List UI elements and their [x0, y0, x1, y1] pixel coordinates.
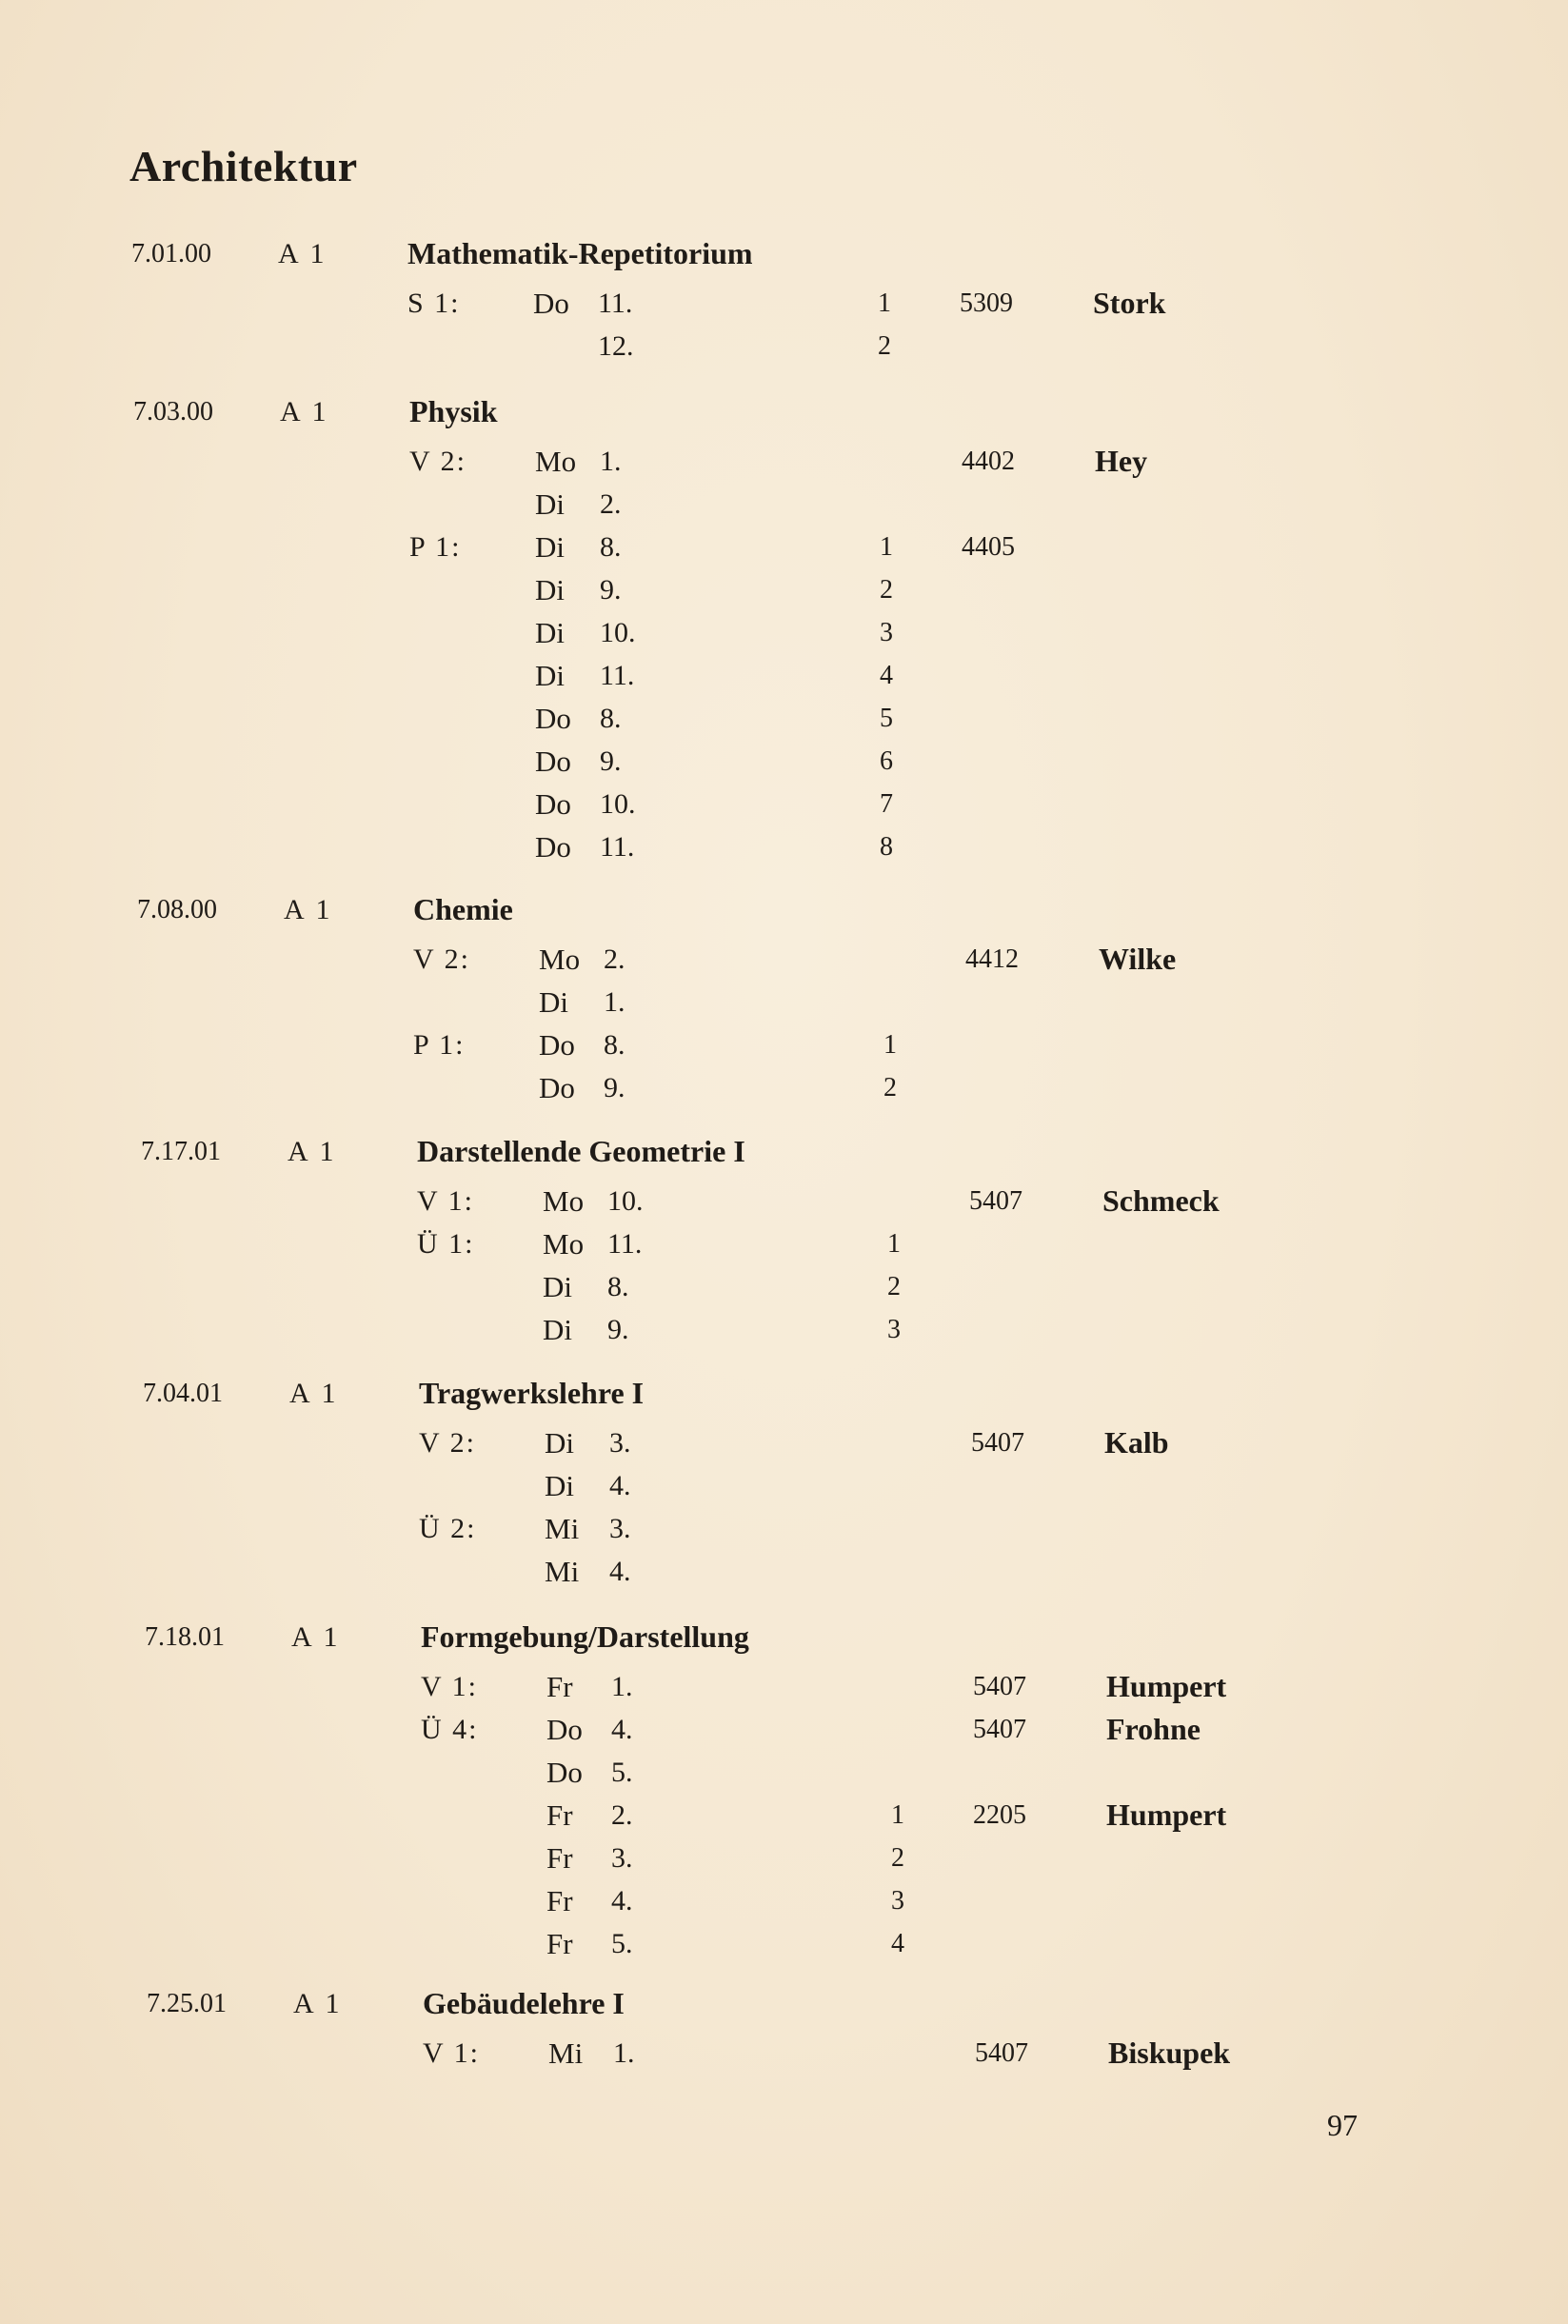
schedule-row: [2, 611, 1568, 654]
session-day: Di: [535, 487, 565, 521]
session-hour: 1.: [611, 1671, 633, 1702]
course-header-row: [6, 888, 1568, 938]
course-code: 7.01.00: [131, 239, 211, 268]
session-hour: 9.: [607, 1314, 629, 1345]
course-code: 7.17.01: [141, 1137, 221, 1166]
session-day: Mi: [545, 1555, 580, 1588]
schedule-row: [2, 526, 1568, 568]
course-semester: A 1: [291, 1621, 341, 1653]
course-title: Mathematik-Repetitorium: [407, 236, 753, 270]
schedule-row: [11, 1464, 1568, 1507]
session-day: Di: [543, 1270, 572, 1303]
session-hour: 3.: [609, 1427, 631, 1459]
session-lecturer: Wilke: [1099, 942, 1177, 976]
session-day: Mo: [535, 445, 577, 478]
session-group: 2: [880, 575, 893, 605]
schedule-row: [0, 325, 1568, 367]
course-header-row: [0, 232, 1568, 282]
session-group: 1: [880, 532, 893, 562]
session-lecturer: Hey: [1095, 444, 1148, 478]
session-type: V 2:: [413, 944, 470, 975]
session-lecturer: Frohne: [1106, 1712, 1201, 1746]
course-block: [2, 390, 1568, 868]
session-type: V 2:: [409, 446, 466, 477]
session-hour: 4.: [611, 1714, 633, 1745]
session-hour: 3.: [609, 1513, 631, 1544]
course-semester: A 1: [293, 1988, 343, 2019]
session-group: 1: [883, 1030, 897, 1060]
course-semester: A 1: [278, 238, 327, 269]
session-hour: 11.: [600, 831, 635, 863]
session-group: 2: [878, 331, 891, 361]
session-lecturer: Schmeck: [1102, 1183, 1220, 1218]
session-room: 4405: [962, 532, 1015, 562]
session-hour: 9.: [604, 1072, 625, 1103]
course-title: Tragwerkslehre I: [419, 1376, 645, 1410]
session-room: 5309: [960, 288, 1013, 318]
session-type: P 1:: [409, 531, 462, 563]
session-group: 8: [880, 832, 893, 862]
session-group: 4: [880, 661, 893, 690]
session-hour: 11.: [607, 1228, 643, 1260]
session-day: Do: [535, 702, 571, 735]
schedule-row: [2, 825, 1568, 868]
schedule-row: [2, 483, 1568, 526]
session-group: 5: [880, 704, 893, 733]
session-group: 2: [883, 1073, 897, 1102]
session-day: Do: [539, 1071, 575, 1104]
course-block: [15, 1982, 1568, 2075]
course-semester: A 1: [289, 1378, 339, 1409]
session-hour: 10.: [607, 1185, 644, 1217]
session-hour: 5.: [611, 1757, 633, 1788]
course-title: Formgebung/Darstellung: [421, 1619, 749, 1654]
schedule-row: [6, 981, 1568, 1023]
course-semester: A 1: [284, 894, 333, 925]
session-day: Fr: [546, 1798, 573, 1832]
session-hour: 10.: [600, 788, 636, 820]
session-day: Mi: [545, 1512, 580, 1545]
session-lecturer: Humpert: [1106, 1798, 1227, 1832]
session-hour: 5.: [611, 1928, 633, 1959]
schedule-row: [15, 2032, 1568, 2075]
session-hour: 2.: [600, 488, 622, 520]
course-code: 7.08.00: [137, 895, 217, 924]
session-room: 5407: [973, 1715, 1026, 1744]
session-day: Do: [546, 1713, 583, 1746]
session-lecturer: Humpert: [1106, 1669, 1227, 1703]
session-day: Mo: [543, 1227, 585, 1261]
session-room: 2205: [973, 1800, 1026, 1830]
session-hour: 1.: [600, 446, 622, 477]
session-hour: 3.: [611, 1842, 633, 1874]
session-hour: 11.: [600, 660, 635, 691]
session-group: 1: [891, 1800, 904, 1830]
session-group: 3: [891, 1886, 904, 1916]
session-group: 6: [880, 746, 893, 776]
schedule-row: [13, 1922, 1568, 1965]
schedule-row: [11, 1507, 1568, 1550]
schedule-row: [10, 1265, 1568, 1308]
session-day: Fr: [546, 1927, 573, 1960]
session-type: S 1:: [407, 288, 461, 319]
schedule-row: [11, 1421, 1568, 1464]
session-group: 1: [878, 288, 891, 318]
page-number: 97: [1327, 2108, 1358, 2142]
session-day: Do: [535, 830, 571, 864]
session-lecturer: Kalb: [1104, 1425, 1169, 1460]
schedule-row: [2, 654, 1568, 697]
course-title: Physik: [409, 394, 498, 428]
course-block: [13, 1616, 1568, 1965]
session-room: 5407: [969, 1186, 1022, 1216]
schedule-row: [2, 697, 1568, 740]
course-title: Darstellende Geometrie I: [417, 1134, 745, 1168]
session-day: Di: [539, 985, 568, 1019]
session-room: 4412: [965, 944, 1019, 974]
session-hour: 12.: [598, 330, 634, 362]
schedule-row: [6, 1066, 1568, 1109]
course-block: [11, 1372, 1568, 1593]
section-heading: Architektur: [129, 142, 358, 190]
session-day: Do: [535, 745, 571, 778]
session-group: 7: [880, 789, 893, 819]
course-header-row: [2, 390, 1568, 440]
session-type: Ü 1:: [417, 1228, 475, 1260]
schedule-row: [0, 282, 1568, 325]
session-day: Do: [539, 1028, 575, 1062]
course-header-row: [15, 1982, 1568, 2032]
session-type: V 1:: [421, 1671, 478, 1702]
course-header-row: [11, 1372, 1568, 1421]
session-hour: 9.: [600, 574, 622, 606]
session-type: V 1:: [423, 2037, 480, 2069]
course-code: 7.18.01: [145, 1622, 225, 1652]
course-code: 7.25.01: [147, 1989, 227, 2018]
session-day: Di: [535, 616, 565, 649]
session-hour: 4.: [609, 1556, 631, 1587]
session-type: P 1:: [413, 1029, 466, 1061]
schedule-row: [6, 938, 1568, 981]
schedule-row: [2, 440, 1568, 483]
session-group: 1: [887, 1229, 901, 1259]
session-day: Do: [546, 1756, 583, 1789]
session-lecturer: Biskupek: [1108, 2036, 1231, 2070]
session-group: 4: [891, 1929, 904, 1958]
course-header-row: [13, 1616, 1568, 1665]
session-hour: 8.: [600, 531, 622, 563]
course-title: Chemie: [413, 892, 513, 926]
course-semester: A 1: [288, 1136, 337, 1167]
session-type: Ü 4:: [421, 1714, 479, 1745]
session-hour: 8.: [600, 703, 622, 734]
session-day: Di: [535, 573, 565, 606]
session-hour: 2.: [611, 1799, 633, 1831]
schedule-row: [10, 1222, 1568, 1265]
session-hour: 8.: [607, 1271, 629, 1302]
session-room: 5407: [975, 2038, 1028, 2068]
session-room: 5407: [971, 1428, 1024, 1458]
session-group: 2: [887, 1272, 901, 1301]
course-block: [0, 232, 1568, 367]
session-hour: 8.: [604, 1029, 625, 1061]
session-hour: 9.: [600, 745, 622, 777]
session-group: 2: [891, 1843, 904, 1873]
course-semester: A 1: [280, 396, 329, 427]
session-hour: 4.: [609, 1470, 631, 1501]
course-block: [6, 888, 1568, 1109]
session-room: 5407: [973, 1672, 1026, 1701]
schedule-row: [6, 1023, 1568, 1066]
schedule-row: [11, 1550, 1568, 1593]
session-group: 3: [880, 618, 893, 647]
session-hour: 11.: [598, 288, 633, 319]
session-hour: 1.: [604, 986, 625, 1018]
session-type: V 2:: [419, 1427, 476, 1459]
session-group: 3: [887, 1315, 901, 1344]
session-day: Mo: [539, 943, 581, 976]
schedule-row: [2, 740, 1568, 783]
session-lecturer: Stork: [1093, 286, 1166, 320]
session-day: Fr: [546, 1841, 573, 1875]
schedule-row: [10, 1180, 1568, 1222]
course-code: 7.04.01: [143, 1379, 223, 1408]
session-day: Di: [535, 530, 565, 564]
session-hour: 4.: [611, 1885, 633, 1917]
schedule-row: [13, 1665, 1568, 1708]
session-day: Di: [545, 1426, 574, 1460]
schedule-row: [13, 1751, 1568, 1794]
schedule-row: [10, 1308, 1568, 1351]
session-day: Do: [535, 787, 571, 821]
session-day: Di: [545, 1469, 574, 1502]
session-day: Di: [535, 659, 565, 692]
schedule-row: [13, 1879, 1568, 1922]
schedule-row: [2, 568, 1568, 611]
course-code: 7.03.00: [133, 397, 213, 427]
session-hour: 1.: [613, 2037, 635, 2069]
schedule-row: [2, 783, 1568, 825]
course-header-row: [10, 1130, 1568, 1180]
session-day: Mo: [543, 1184, 585, 1218]
session-room: 4402: [962, 447, 1015, 476]
schedule-row: [13, 1708, 1568, 1751]
course-title: Gebäudelehre I: [423, 1986, 625, 2020]
session-type: Ü 2:: [419, 1513, 477, 1544]
schedule-row: [13, 1794, 1568, 1837]
session-hour: 10.: [600, 617, 636, 648]
schedule-row: [13, 1837, 1568, 1879]
session-day: Di: [543, 1313, 572, 1346]
session-day: Do: [533, 287, 569, 320]
course-block: [10, 1130, 1568, 1351]
session-hour: 2.: [604, 944, 625, 975]
session-day: Fr: [546, 1884, 573, 1917]
session-day: Mi: [548, 2036, 584, 2070]
session-day: Fr: [546, 1670, 573, 1703]
session-type: V 1:: [417, 1185, 474, 1217]
